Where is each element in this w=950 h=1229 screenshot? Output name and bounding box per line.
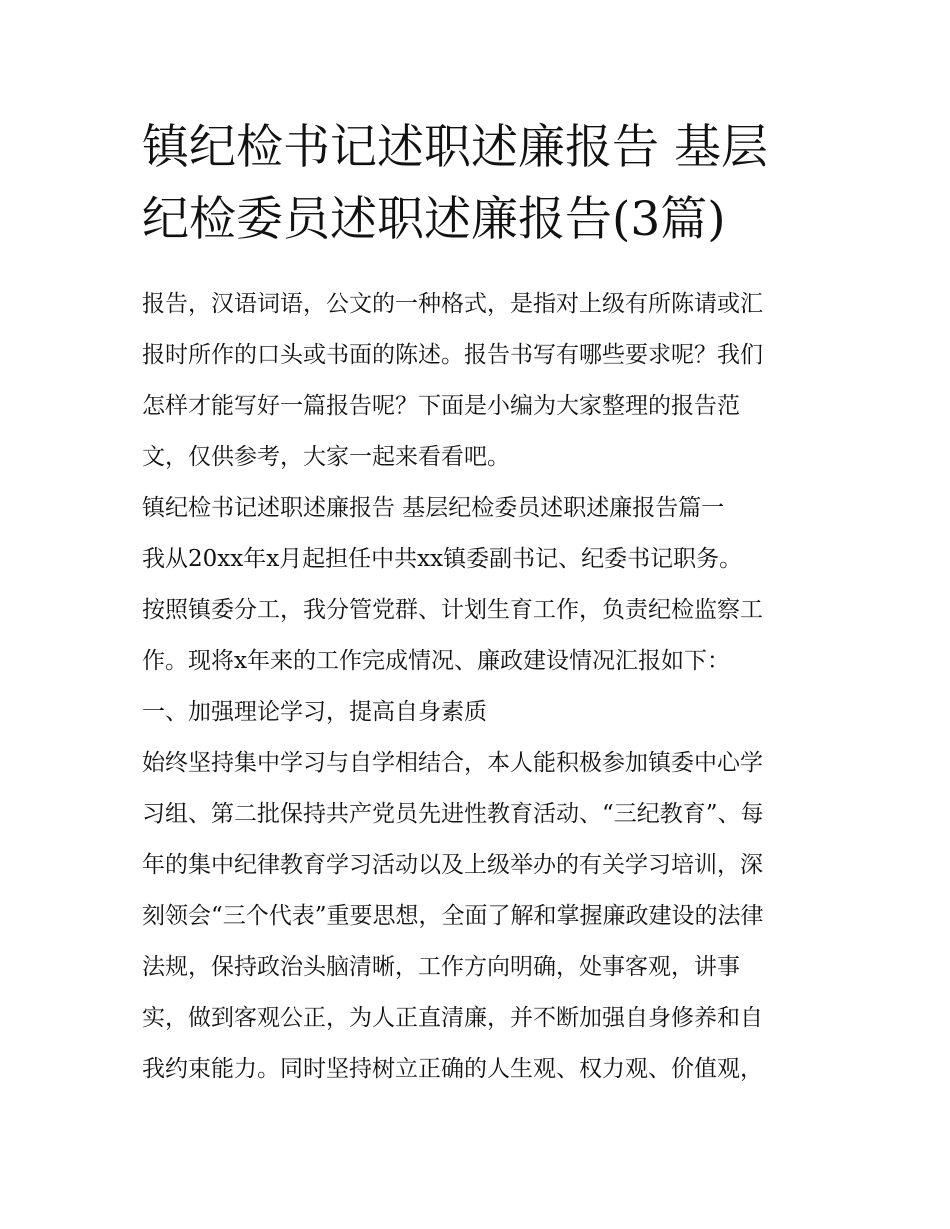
subsection-heading: 一、加强理论学习，提高自身素质 xyxy=(142,699,487,725)
intro-line: 文，仅供参考，大家一起来看看吧。 xyxy=(142,444,510,470)
title-line: 纪检委员述职述廉报告(3篇) xyxy=(142,192,726,247)
paragraph-line: 刻领会“三个代表”重要思想，全面了解和掌握廉政建设的法律 xyxy=(142,903,764,929)
paragraph-line: 作。现将x年来的工作完成情况、廉政建设情况汇报如下： xyxy=(142,648,730,674)
intro-line: 报告，汉语词语，公文的一种格式，是指对上级有所陈请或汇 xyxy=(142,291,763,317)
title-line: 镇纪检书记述职述廉报告 基层 xyxy=(142,120,768,175)
paragraph-line: 法规，保持政治头脑清晰，工作方向明确，处事客观，讲事 xyxy=(142,954,740,980)
paragraph-line: 始终坚持集中学习与自学相结合，本人能积极参加镇委中心学 xyxy=(142,750,763,776)
paragraph-line: 习组、第二批保持共产党员先进性教育活动、“三纪教育”、每 xyxy=(142,801,764,827)
document-title xyxy=(142,112,842,256)
intro-line: 怎样才能写好一篇报告呢？下面是小编为大家整理的报告范 xyxy=(142,393,740,419)
paragraph-line: 按照镇委分工，我分管党群、计划生育工作，负责纪检监察工 xyxy=(142,597,763,623)
paragraph-line: 我从20xx年x月起担任中共xx镇委副书记、纪委书记职务。 xyxy=(142,546,743,572)
document-body xyxy=(142,279,822,1095)
intro-line: 报时所作的口头或书面的陈述。报告书写有哪些要求呢？我们 xyxy=(142,342,763,368)
section-heading: 镇纪检书记述职述廉报告 基层纪检委员述职述廉报告篇一 xyxy=(142,495,725,521)
paragraph-line: 我约束能力。同时坚持树立正确的人生观、权力观、价值观， xyxy=(142,1056,763,1082)
paragraph-line: 实，做到客观公正，为人正直清廉，并不断加强自身修养和自 xyxy=(142,1005,763,1031)
paragraph-line: 年的集中纪律教育学习活动以及上级举办的有关学习培训，深 xyxy=(142,852,763,878)
